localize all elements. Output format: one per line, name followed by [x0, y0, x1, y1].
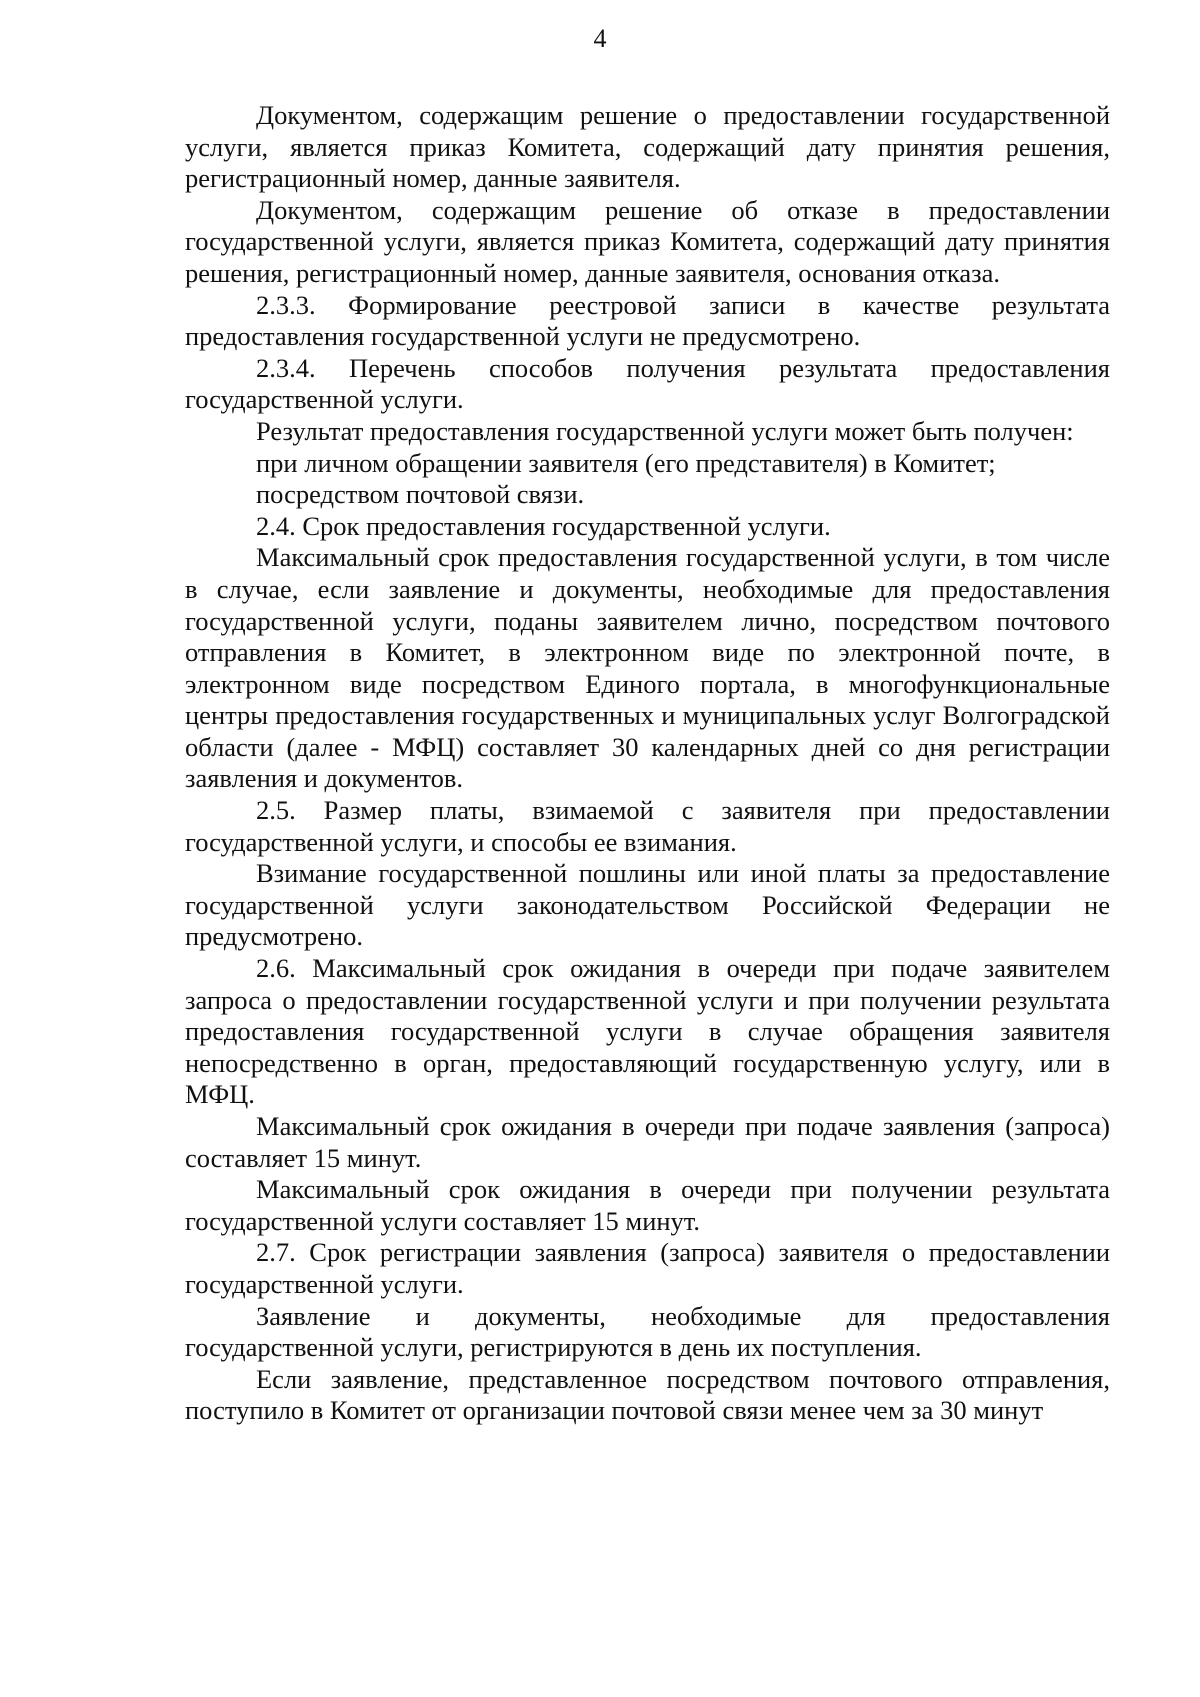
- list-item-personal-visit: при личном обращении заявителя (его представителя) в Комитет;: [256, 447, 996, 478]
- paragraph-2-6: 2.6. Максимальный срок ожидания в очереди при подаче заявителем запроса о предоставлении государственной услуги и при получении результата предоставления государственной услуги в случае обращения заявителя непосредственно в орган, предоставляющий государственную услугу, или в МФЦ.: [185, 953, 1110, 1110]
- paragraph-postal-late: Если заявление, представленное посредством почтового отправления, поступило в Комитет от организации почтовой связи менее чем за 30 минут: [185, 1363, 1110, 1426]
- paragraph-refusal-document: Документом, содержащим решение об отказе в предоставлении государственной услуги, является приказ Комитета, содержащий дату принятия решения, регистрационный номер, данные заявителя, основания отказа.: [185, 194, 1110, 288]
- paragraph-fee: Взимание государственной пошлины или иной платы за предоставление государственной услуги законодательством Российской Федерации не предусмотрено.: [185, 858, 1110, 952]
- paragraph-2-3-3: 2.3.3. Формирование реестровой записи в качестве результата предоставления государственной услуги не предусмотрено.: [185, 289, 1110, 352]
- page-number: 4: [593, 24, 607, 53]
- paragraph-2-5: 2.5. Размер платы, взимаемой с заявителя при предоставлении государственной услуги, и способы ее взимания.: [185, 795, 1110, 857]
- paragraph-decision-document: Документом, содержащим решение о предоставлении государственной услуги, является приказ Комитета, содержащий дату принятия решения, регистрационный номер, данные заявителя.: [185, 100, 1110, 194]
- paragraph-queue-submit: Максимальный срок ожидания в очереди при подаче заявления (запроса) составляет 15 минут.: [185, 1111, 1110, 1173]
- paragraph-max-term: Максимальный срок предоставления государственной услуги, в том числе в случае, если заявление и документы, необходимые для предоставления государственной услуги, поданы заявителем лично, посредством почтового отправления в Комитет, в электронном виде по электронной почте, в электронном виде посредством Единого портала, в многофункциональные центры предоставления государственных и муниципальных услуг Волгоградской области (далее - МФЦ) составляет 30 календарных дней со дня регистрации заявления и документов.: [185, 542, 1110, 794]
- paragraph-result-receipt: Результат предоставления государственной услуги может быть получен:: [256, 415, 1074, 446]
- document-body: [185, 100, 1110, 1427]
- paragraph-2-7: 2.7. Срок регистрации заявления (запроса) заявителя о предоставлении государственной услуги.: [185, 1237, 1110, 1299]
- paragraph-2-4: 2.4. Срок предоставления государственной услуги.: [256, 510, 831, 541]
- list-item-postal: посредством почтовой связи.: [256, 479, 585, 510]
- paragraph-2-3-4: 2.3.4. Перечень способов получения результата предоставления государственной услуги.: [185, 352, 1110, 415]
- paragraph-registration: Заявление и документы, необходимые для предоставления государственной услуги, регистрируются в день их поступления.: [185, 1300, 1110, 1363]
- paragraph-queue-receive: Максимальный срок ожидания в очереди при получении результата государственной услуги составляет 15 минут.: [185, 1174, 1110, 1236]
